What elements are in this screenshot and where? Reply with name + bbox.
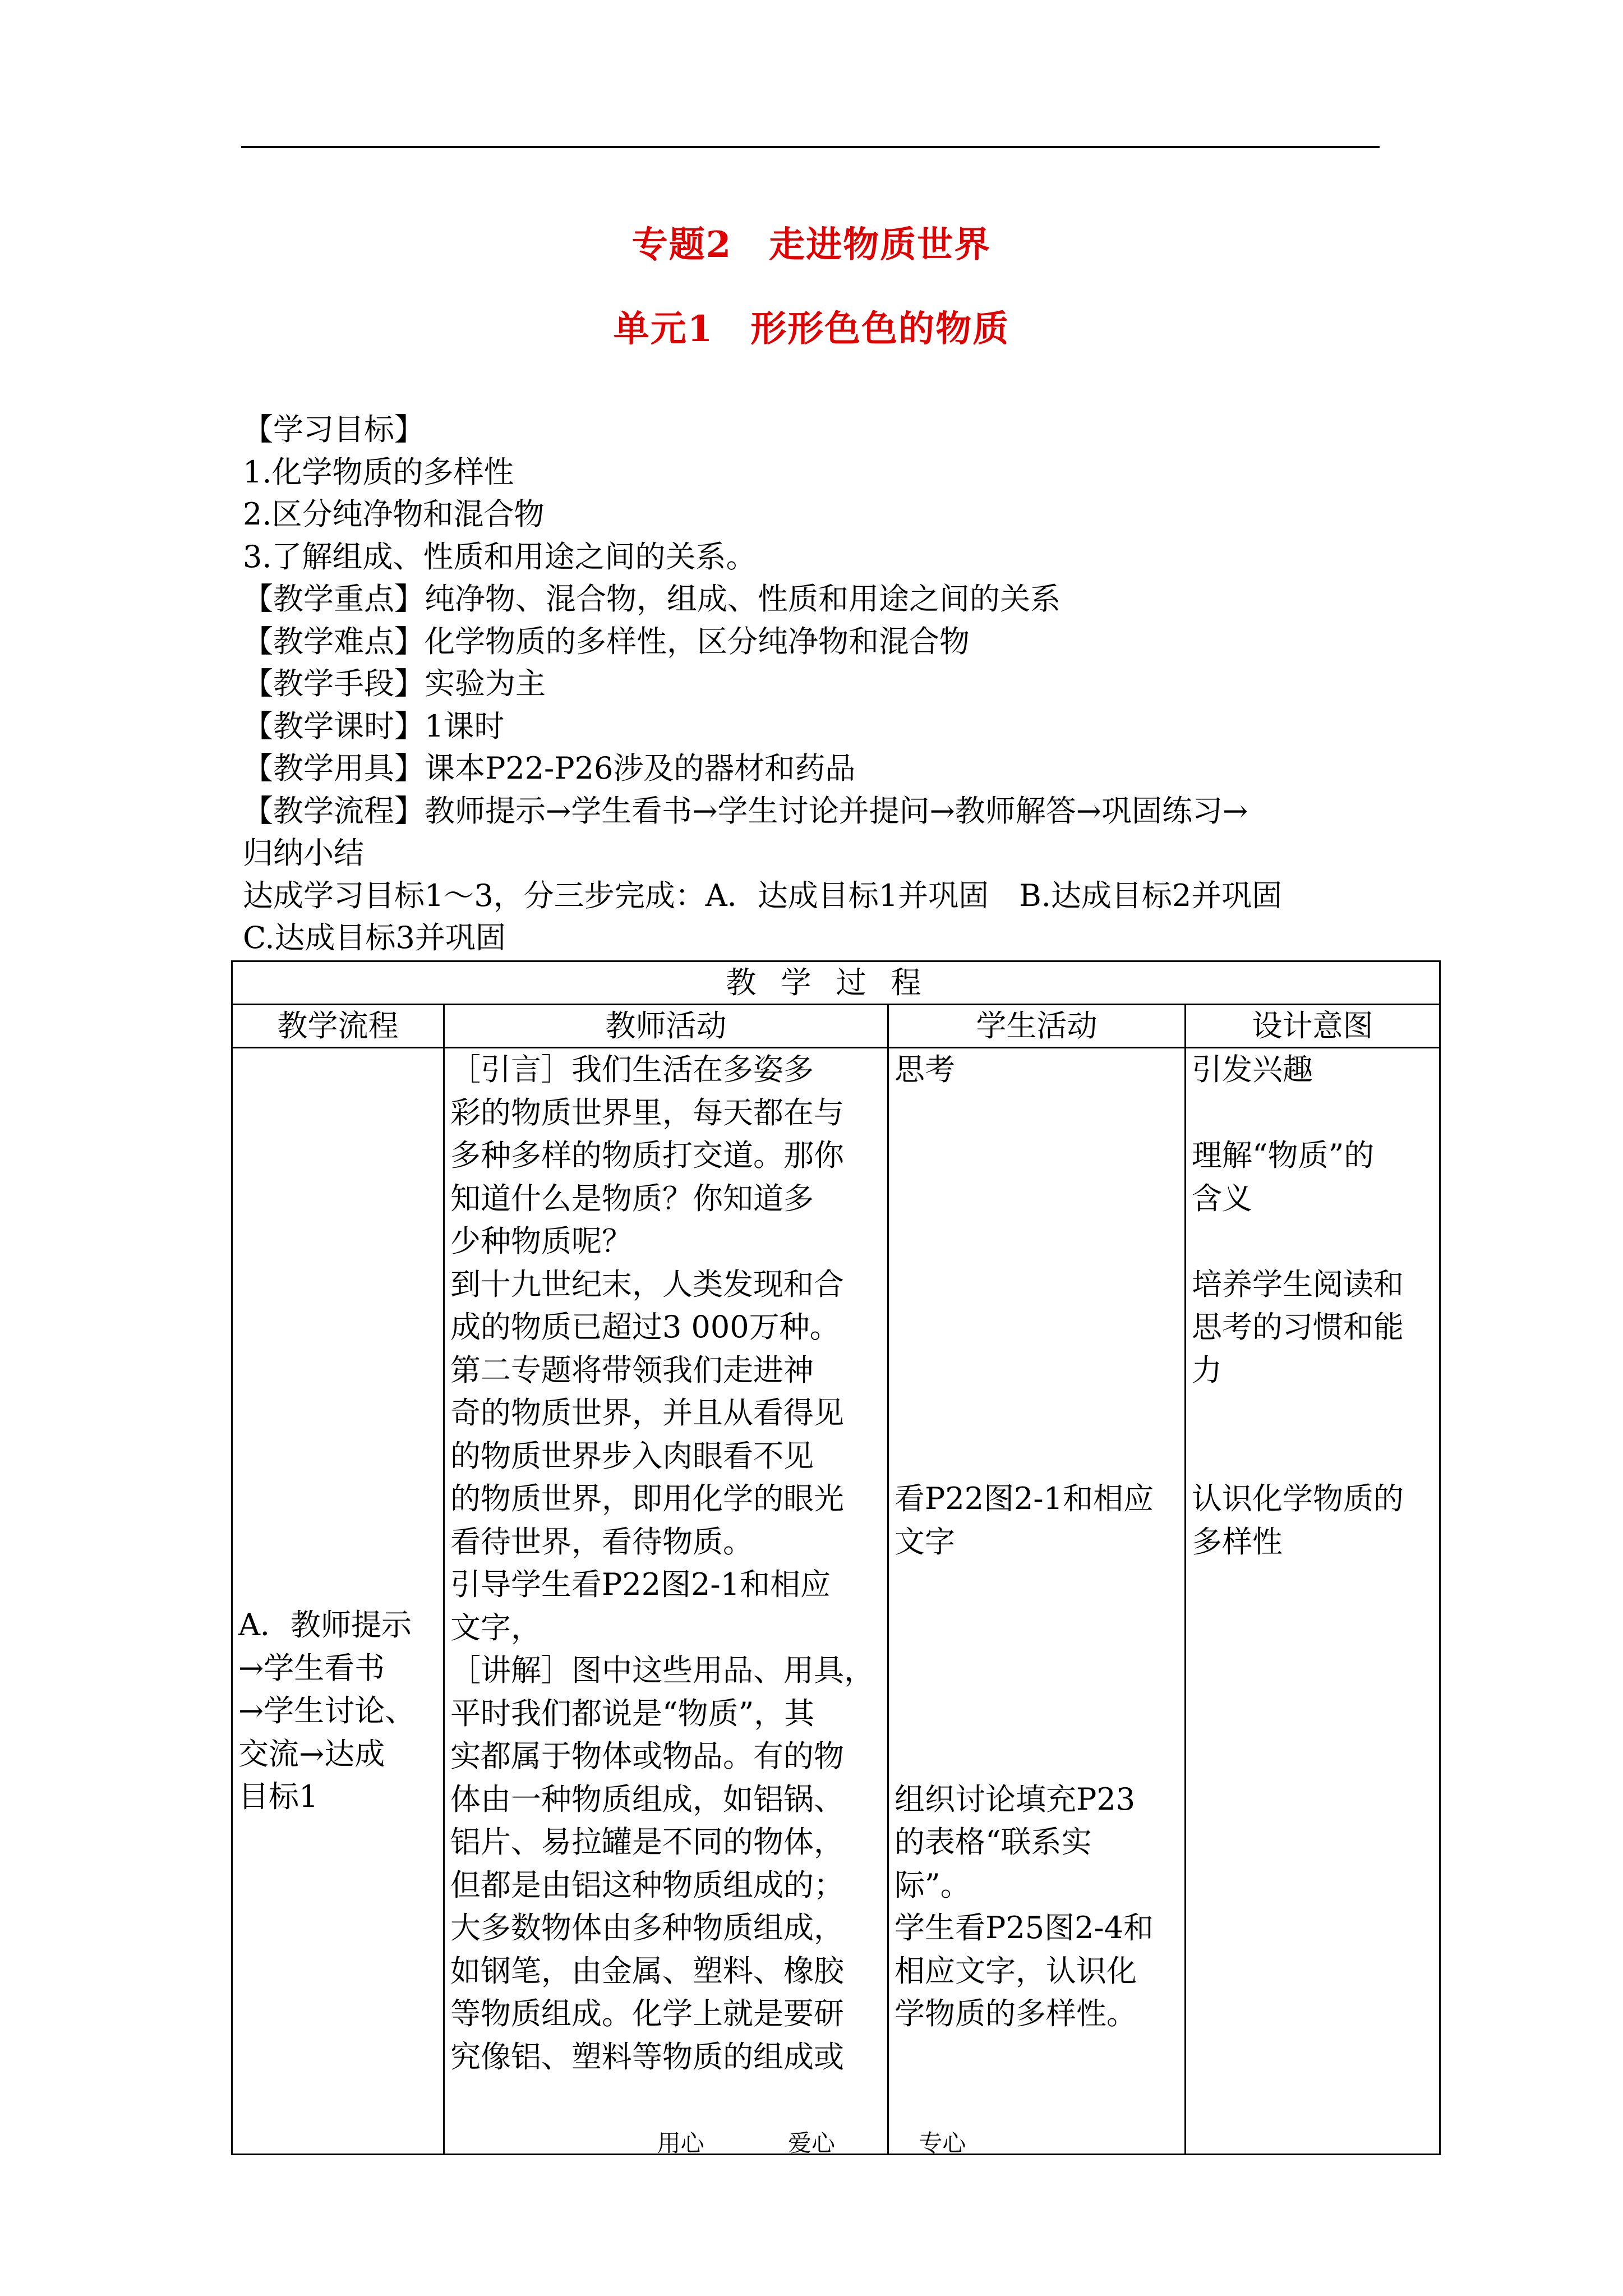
student-activity-cell xyxy=(888,1048,1186,2155)
page-footer xyxy=(0,2125,1623,2159)
teacher-line: 少种物质呢？ xyxy=(450,1223,632,1259)
design-line xyxy=(1192,1435,1433,1478)
design-line xyxy=(1192,1092,1433,1135)
student-line xyxy=(895,1649,1179,1692)
student-line: 看P22图2-1和相应 xyxy=(895,1481,1154,1516)
student-line: 思考 xyxy=(895,1052,955,1087)
student-line: 文字 xyxy=(895,1524,955,1559)
teacher-line: ［引言］我们生活在多姿多 xyxy=(450,1052,814,1087)
teacher-activity-cell xyxy=(444,1048,888,2155)
student-line xyxy=(895,1692,1179,1736)
design-line: 多样性 xyxy=(1192,1524,1283,1559)
document-title: 专题2 走进物质世界 xyxy=(631,224,992,266)
design-line: 思考的习惯和能 xyxy=(1192,1309,1404,1345)
student-line: 学生看P25图2-4和 xyxy=(895,1910,1154,1945)
design-line: 认识化学物质的 xyxy=(1192,1481,1404,1516)
teacher-line: 引导学生看P22图2-1和相应 xyxy=(450,1567,831,1602)
teacher-line: 彩的物质世界里，每天都在与 xyxy=(450,1094,844,1130)
flow-line: 交流→达成 xyxy=(238,1736,385,1772)
student-activity-text xyxy=(889,1048,1184,2036)
design-intent-cell xyxy=(1186,1048,1440,2155)
student-line xyxy=(895,1177,1179,1221)
intro-line: 【教学课时】1课时 xyxy=(243,708,505,744)
student-line xyxy=(895,1392,1179,1435)
teacher-line: 成的物质已超过3 000万种。 xyxy=(450,1309,840,1345)
student-line xyxy=(895,1134,1179,1177)
flow-line: A．教师提示 xyxy=(238,1607,412,1642)
teacher-line: 的物质世界步入肉眼看不见 xyxy=(450,1438,814,1474)
teacher-activity-text xyxy=(445,1048,887,2078)
intro-line: C.达成目标3并巩固 xyxy=(243,920,506,955)
teacher-line: 究像铝、塑料等物质的组成或 xyxy=(450,2039,844,2074)
student-line xyxy=(895,1735,1179,1778)
intro-line: 达成学习目标1～3，分三步完成：A．达成目标1并巩固 B.达成目标2并巩固 xyxy=(243,877,1283,913)
intro-line: 3.了解组成、性质和用途之间的关系。 xyxy=(243,539,757,574)
teacher-line: ［讲解］图中这些用品、用具， xyxy=(450,1653,874,1688)
table-caption: 教学过程 xyxy=(232,961,1440,1005)
design-intent-text xyxy=(1186,1048,1439,1563)
design-line: 含义 xyxy=(1192,1180,1252,1216)
teacher-line: 的物质世界，即用化学的眼光 xyxy=(450,1481,844,1516)
column-header: 设计意图 xyxy=(1186,1005,1440,1048)
design-line: 培养学生阅读和 xyxy=(1192,1266,1404,1302)
student-line xyxy=(895,1563,1179,1607)
intro-line: 【教学难点】化学物质的多样性，区分纯净物和混合物 xyxy=(243,623,970,659)
teacher-line: 到十九世纪末，人类发现和合 xyxy=(450,1266,844,1302)
student-line: 组织讨论填充P23 xyxy=(895,1781,1136,1817)
flow-text xyxy=(233,1048,443,1819)
intro-section xyxy=(243,408,1387,959)
student-line xyxy=(895,1220,1179,1263)
teacher-line: 看待世界，看待物质。 xyxy=(450,1524,753,1559)
design-line: 引发兴趣 xyxy=(1192,1052,1313,1087)
teacher-line: 实都属于物体或物品。有的物 xyxy=(450,1738,844,1774)
teacher-line: 铝片、易拉罐是不同的物体， xyxy=(450,1824,844,1860)
design-line xyxy=(1192,1220,1433,1263)
student-line xyxy=(895,1349,1179,1392)
footer-word: 专心 xyxy=(919,2129,966,2157)
teacher-line: 但都是由铝这种物质组成的； xyxy=(450,1867,844,1903)
column-header: 教师活动 xyxy=(444,1005,888,1048)
student-line xyxy=(895,1607,1179,1650)
teaching-process-table xyxy=(231,960,1441,2155)
intro-line: 1.化学物质的多样性 xyxy=(243,454,514,490)
header-rule xyxy=(241,146,1380,148)
intro-line: 【教学手段】实验为主 xyxy=(243,666,546,701)
teacher-line: 文字， xyxy=(450,1609,541,1645)
design-line: 理解“物质”的 xyxy=(1192,1138,1375,1173)
teacher-line: 平时我们都说是“物质”，其 xyxy=(450,1695,815,1731)
intro-line: 【教学用具】课本P22-P26涉及的器材和药品 xyxy=(243,751,856,786)
student-line xyxy=(895,1435,1179,1478)
student-line: 学物质的多样性。 xyxy=(895,1996,1137,2031)
student-line xyxy=(895,1263,1179,1306)
teacher-line: 知道什么是物质？你知道多 xyxy=(450,1180,814,1216)
intro-line: 2.区分纯净物和混合物 xyxy=(243,496,545,532)
column-header: 教学流程 xyxy=(232,1005,444,1048)
intro-line: 【教学流程】教师提示→学生看书→学生讨论并提问→教师解答→巩固练习→ xyxy=(243,793,1248,829)
column-header: 学生活动 xyxy=(888,1005,1186,1048)
flow-cell xyxy=(232,1048,444,2155)
teacher-line: 第二专题将带领我们走进神 xyxy=(450,1352,814,1388)
flow-line: 目标1 xyxy=(238,1779,319,1814)
footer-word: 爱心 xyxy=(787,2129,835,2157)
teacher-line: 体由一种物质组成，如铝锅、 xyxy=(450,1781,844,1817)
student-line: 际”。 xyxy=(895,1867,971,1903)
design-line xyxy=(1192,1392,1433,1435)
intro-line: 【学习目标】 xyxy=(243,412,425,447)
document-subtitle: 单元1 形形色色的物质 xyxy=(613,308,1010,350)
student-line xyxy=(895,1092,1179,1135)
flow-line: →学生讨论、 xyxy=(238,1693,416,1728)
flow-line: →学生看书 xyxy=(238,1650,385,1686)
intro-line: 【教学重点】纯净物、混合物，组成、性质和用途之间的关系 xyxy=(243,581,1061,616)
student-line: 相应文字，认识化 xyxy=(895,1953,1137,1989)
intro-line: 归纳小结 xyxy=(243,835,364,871)
teacher-line: 多种多样的物质打交道。那你 xyxy=(450,1138,844,1173)
footer-word: 用心 xyxy=(657,2129,704,2157)
teacher-line: 大多数物体由多种物质组成， xyxy=(450,1910,844,1945)
student-line: 的表格“联系实 xyxy=(895,1824,1092,1860)
teacher-line: 如钢笔，由金属、塑料、橡胶 xyxy=(450,1953,844,1989)
design-line: 力 xyxy=(1192,1352,1222,1388)
teacher-line: 等物质组成。化学上就是要研 xyxy=(450,1996,844,2031)
student-line xyxy=(895,1306,1179,1349)
teacher-line: 奇的物质世界，并且从看得见 xyxy=(450,1395,844,1430)
